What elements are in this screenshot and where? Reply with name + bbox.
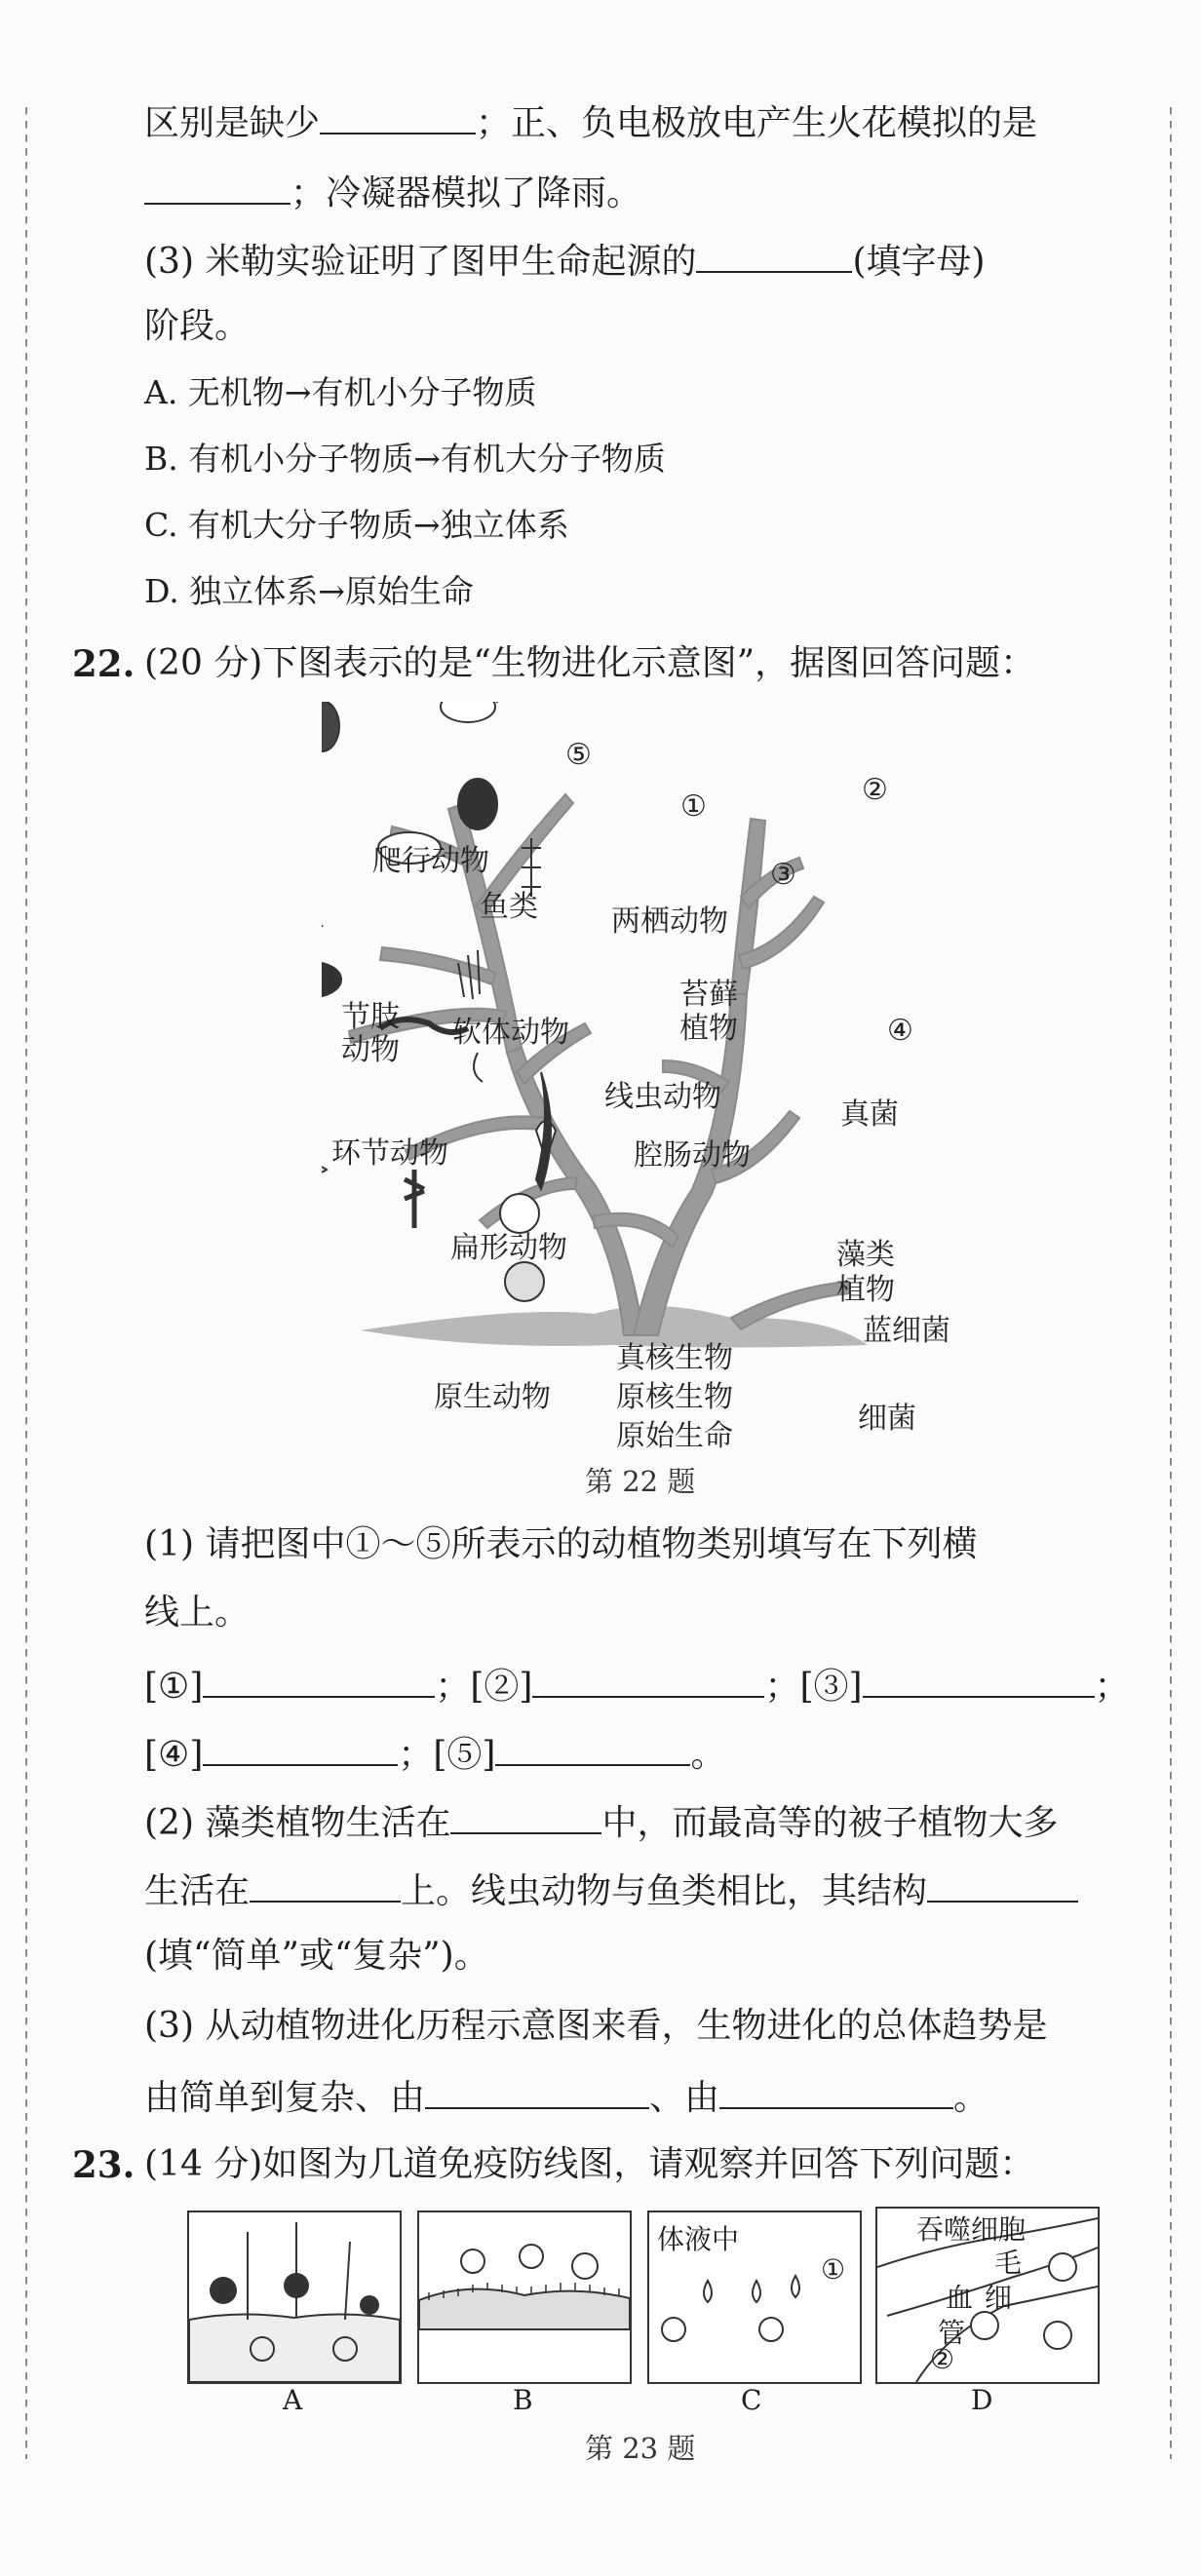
answer-blank[interactable] (203, 1727, 398, 1766)
question-number: 23. (72, 2143, 136, 2186)
q22-sub2-cont (144, 1864, 1078, 1916)
panel-c-body-fluid (647, 2211, 862, 2384)
q21-line1 (144, 96, 1037, 148)
q21-sub3-cont: 阶段。 (144, 306, 251, 346)
mucosa-illustration (419, 2212, 630, 2382)
option-c: C. 有机大分子物质→独立体系 (144, 506, 569, 544)
blank-label: [①] (144, 1667, 204, 1707)
label-primitive-life: 原始生命 (616, 1419, 733, 1453)
panel-b-mucosa (417, 2211, 632, 2384)
text: ；正、负电极放电产生火花模拟的是 (476, 103, 1038, 143)
label-algae-2: 植物 (836, 1273, 895, 1307)
text: 上。线虫动物与鱼类相比，其结构 (401, 1871, 928, 1911)
panel-label-d: D (971, 2384, 993, 2416)
option-d: D. 独立体系→原始生命 (144, 572, 474, 610)
label-fish: 鱼类 (480, 890, 538, 924)
marker-1: ① (680, 789, 707, 824)
q21-sub3 (144, 234, 986, 287)
label-arthropod-2: 动物 (341, 1033, 400, 1067)
left-dashed-margin (25, 107, 27, 2459)
text: ； (764, 1667, 800, 1707)
q22-sub3-cont (144, 2070, 988, 2123)
blank-label: [⑤] (433, 1735, 496, 1775)
label-amphibian: 两栖动物 (611, 904, 728, 939)
answer-blank[interactable] (425, 2070, 649, 2109)
label-fungi: 真菌 (840, 1097, 899, 1132)
label-flatworm: 扁形动物 (450, 1231, 567, 1265)
right-dashed-margin (1170, 107, 1172, 2459)
q22-sub3: (3) 从动植物进化历程示意图来看，生物进化的总体趋势是 (144, 2006, 1048, 2046)
label-algae-1: 藻类 (836, 1238, 895, 1272)
text: 。 (953, 2078, 989, 2118)
skin-illustration (189, 2212, 400, 2382)
label-body-fluid: 体液中 (657, 2223, 740, 2255)
marker-3: ③ (770, 858, 796, 892)
marker-4: ④ (887, 1014, 913, 1048)
marker-2: ② (862, 773, 888, 807)
panel-label-c: C (741, 2384, 762, 2416)
label-cyanobacteria: 蓝细菌 (863, 1314, 950, 1348)
label-annelid: 环节动物 (331, 1136, 448, 1171)
label-capillary-1: 毛 (994, 2247, 1023, 2279)
text: (2) 藻类植物生活在 (144, 1803, 451, 1843)
label-protozoa: 原生动物 (434, 1380, 551, 1414)
q23-stem: (14 分)如图为几道免疫防线图，请观察并回答下列问题： (144, 2144, 1035, 2184)
answer-blank[interactable] (863, 1659, 1095, 1698)
text: 、由 (649, 2078, 720, 2118)
text: ； (398, 1735, 434, 1775)
answer-blank[interactable] (450, 1795, 601, 1834)
text: (3) 米勒实验证明了图甲生命起源的 (144, 242, 697, 282)
blank-label: [②] (470, 1667, 533, 1707)
answer-blank[interactable] (144, 166, 291, 205)
label-capillary-4: 管 (938, 2317, 966, 2349)
answer-blank[interactable] (696, 234, 852, 273)
text: 区别是缺少 (144, 103, 321, 143)
text: 中，而最高等的被子植物大多 (601, 1803, 1059, 1843)
panel-label-b: B (513, 2384, 533, 2416)
label-coelenterate: 腔肠动物 (634, 1138, 751, 1173)
option-a: A. 无机物→有机小分子物质 (144, 373, 537, 411)
label-reptile: 爬行动物 (372, 844, 489, 878)
text: ； (1094, 1667, 1130, 1707)
question-number: 22. (72, 642, 136, 685)
answer-blank[interactable] (495, 1727, 690, 1766)
label-prokaryote: 原核生物 (616, 1380, 733, 1414)
label-moss-1: 苔藓 (679, 978, 738, 1012)
label-capillary-2: 细 (985, 2282, 1013, 2314)
label-capillary-3: 血 (946, 2282, 974, 2314)
label-arthropod-1: 节肢 (341, 1000, 400, 1034)
label-bacteria: 细菌 (858, 1402, 916, 1436)
option-b: B. 有机小分子物质→有机大分子物质 (144, 440, 666, 478)
q21-line2 (144, 166, 641, 218)
marker-1: ① (821, 2253, 846, 2286)
text: 由简单到复杂、由 (144, 2078, 426, 2118)
figure-caption-22: 第 22 题 (585, 1465, 696, 1498)
q22-sub2-hint: (填“简单”或“复杂”)。 (144, 1936, 489, 1976)
label-phagocyte: 吞噬细胞 (916, 2213, 1027, 2246)
label-eukaryote: 真核生物 (616, 1341, 733, 1375)
blank-label: [③] (799, 1667, 863, 1707)
text: ； (435, 1667, 471, 1707)
text: 。 (690, 1735, 726, 1775)
label-mollusc: 软体动物 (452, 1016, 569, 1050)
panel-d-phagocyte (875, 2207, 1100, 2384)
marker-2: ② (930, 2343, 955, 2375)
q22-blanks-row2 (144, 1727, 726, 1780)
q22-sub1-cont: 线上。 (144, 1593, 251, 1633)
answer-blank[interactable] (250, 1864, 401, 1903)
answer-blank[interactable] (320, 96, 476, 135)
q22-sub2 (144, 1795, 1058, 1848)
panel-label-a: A (283, 2384, 303, 2416)
marker-5: ⑤ (565, 738, 592, 772)
label-moss-2: 植物 (679, 1012, 738, 1046)
panel-a-skin (187, 2211, 402, 2384)
q22-stem: (20 分)下图表示的是“生物进化示意图”，据图回答问题： (144, 643, 1036, 683)
answer-blank[interactable] (719, 2070, 953, 2109)
figure-caption-23: 第 23 题 (585, 2432, 696, 2465)
text: ；冷凝器模拟了降雨。 (291, 173, 642, 213)
label-nematode: 线虫动物 (604, 1080, 721, 1114)
blank-label: [④] (144, 1735, 204, 1775)
answer-blank[interactable] (927, 1864, 1078, 1903)
text: 生活在 (144, 1871, 251, 1911)
q22-sub1: (1) 请把图中①～⑤所表示的动植物类别填写在下列横 (144, 1524, 978, 1564)
answer-blank[interactable] (203, 1659, 435, 1698)
q22-blanks-row1 (144, 1659, 1130, 1711)
text: (填字母) (852, 242, 986, 282)
answer-blank[interactable] (532, 1659, 764, 1698)
